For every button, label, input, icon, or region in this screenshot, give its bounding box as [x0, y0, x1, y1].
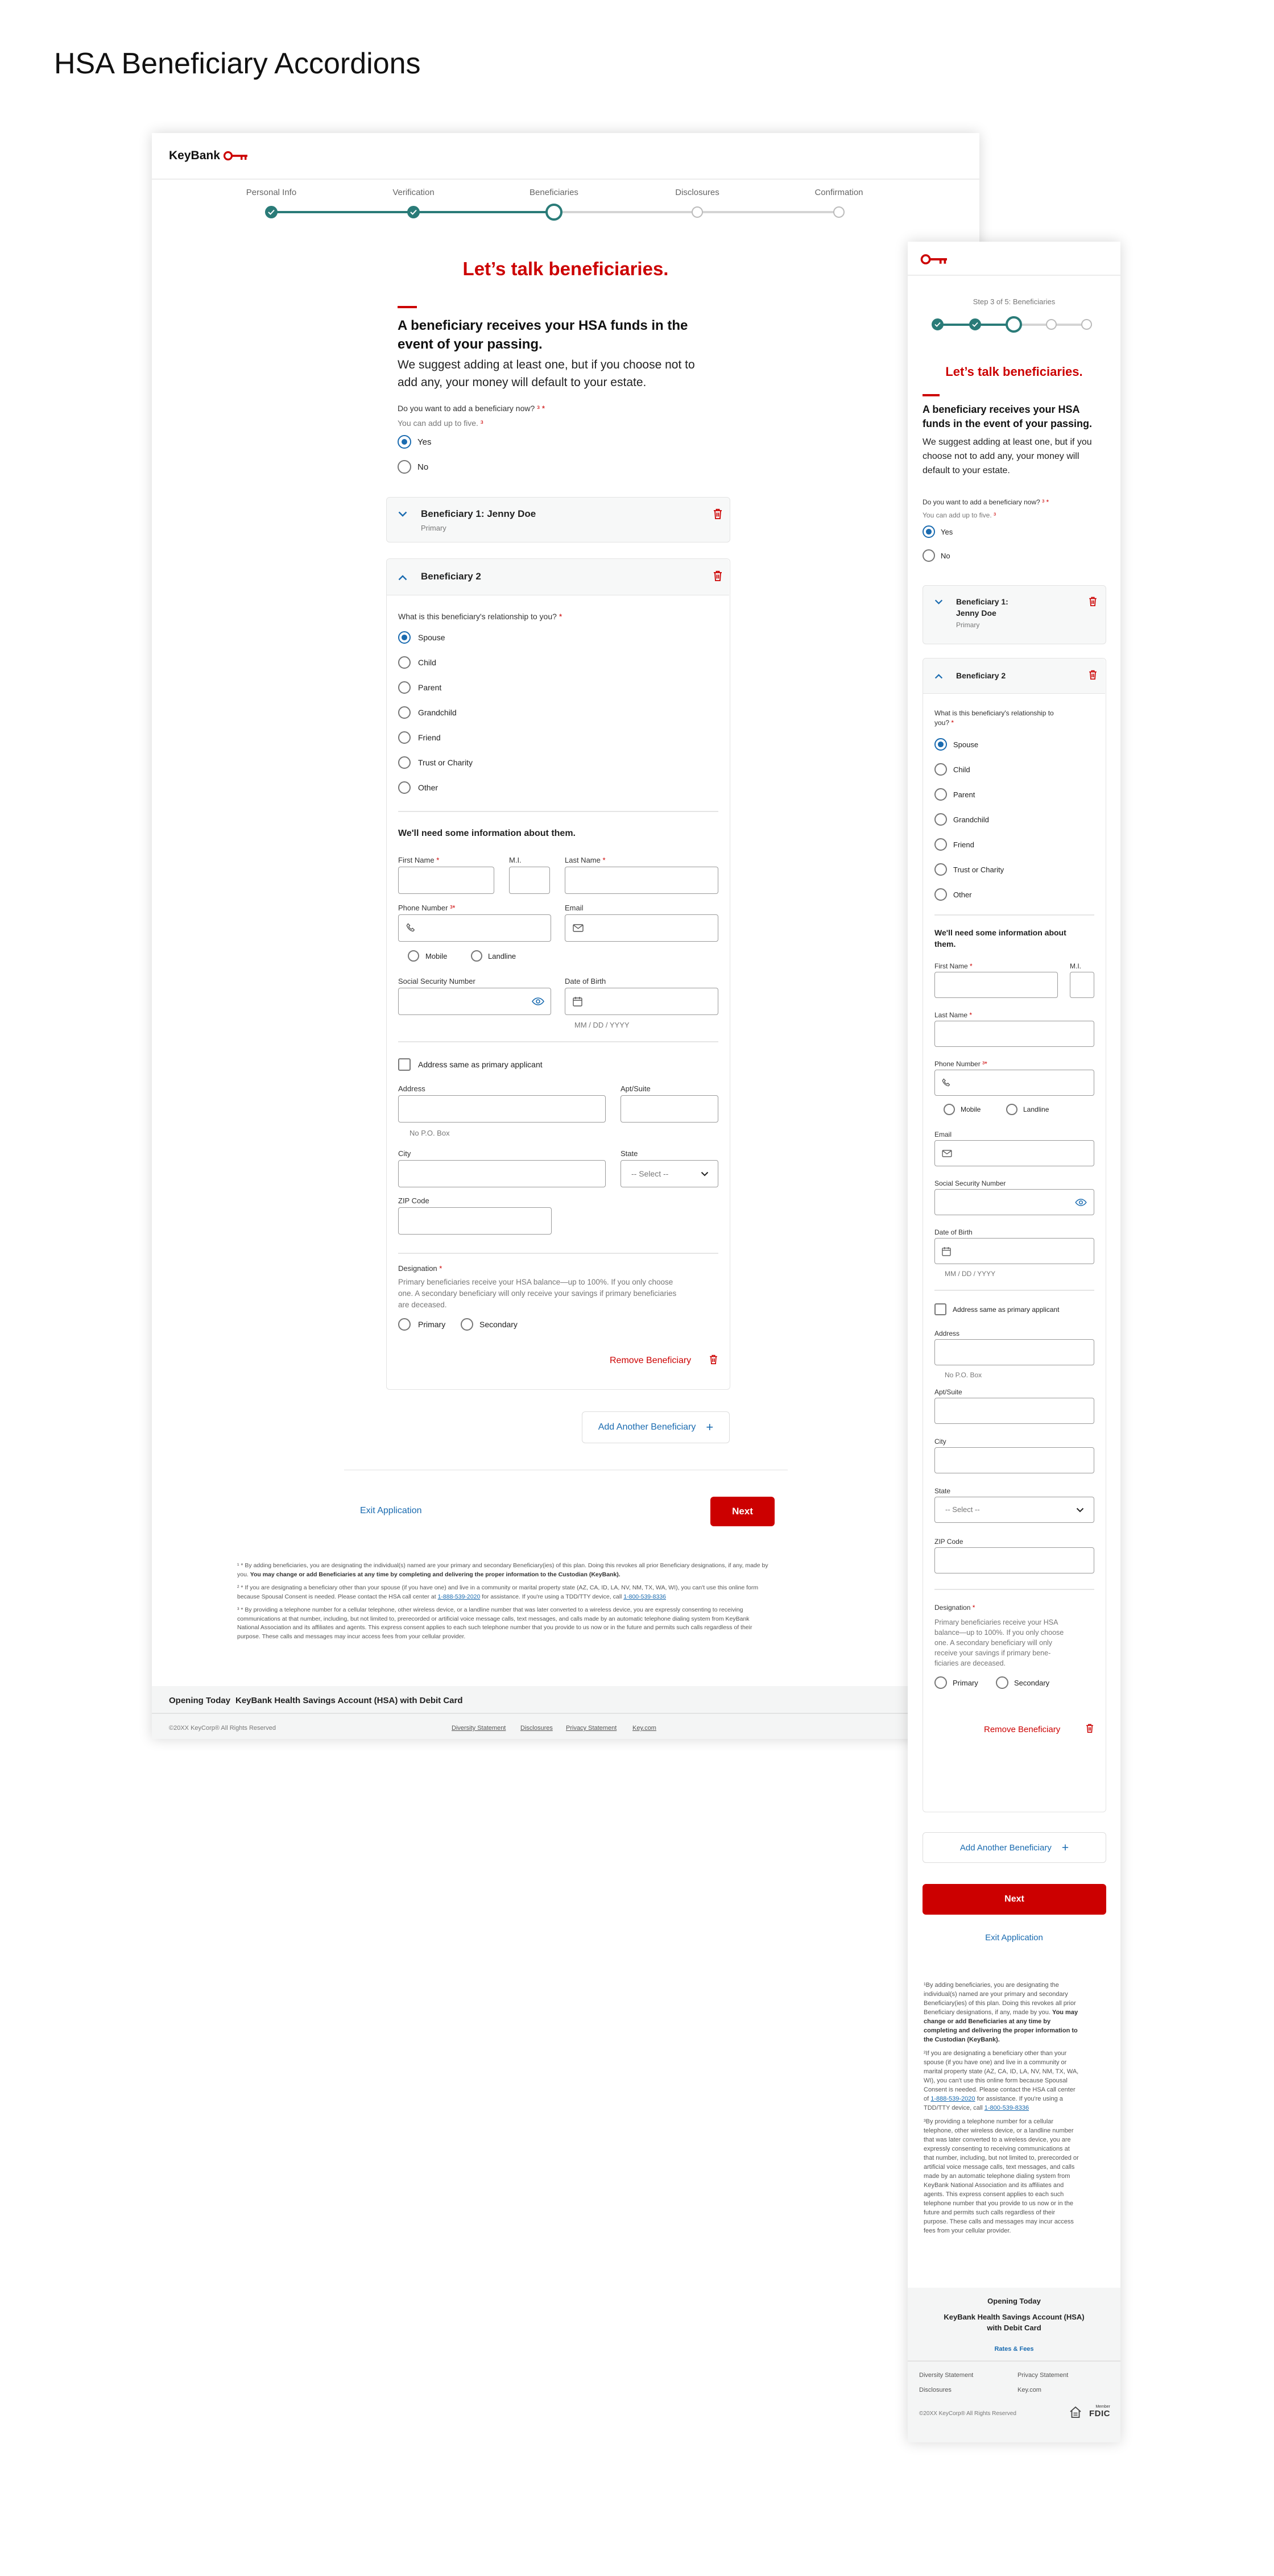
beneficiary-1-accordion[interactable]: [386, 497, 730, 542]
mobile-beneficiary-1-title: Beneficiary 1: Jenny Doe: [956, 597, 1008, 618]
mobile-city-label: City: [934, 1438, 946, 1446]
info-heading: We'll need some information about them.: [398, 829, 576, 838]
mobile-last-name-label: Last Name *: [934, 1011, 973, 1019]
radio-secondary[interactable]: [461, 1318, 473, 1331]
mobile-radio-parent-label: Parent: [953, 790, 975, 799]
mobile-footnotes: ¹By adding beneficiaries, you are designating the individual(s) named are your primary and secondary Beneficiary(ies) of this plan. Doing this revokes all prior Beneficiary designations, if any, made by you. You may change or add Beneficiaries at any time by completing and delivering the proper information to the Custodian (KeyBank). ²If you are designating a beneficiary other than your spouse (if you have one) and live in a community or marital property state (AZ, CA, ID, LA, NV, NM, TX, WA, WI), you can't use this online form because Spousal Consent is needed. Please contact the HSA call center of 1-888-539-2020 for assistance. If you're using a TDD/TTY device, call 1-800-539-8336 ³By providing a telephone number for a cellular telephone, other wireless device, or a landline number that was later converted to a wireless device, you are expressly consenting to receiving communications at that number, including, but not limited to, prerecorded or artificial voice message calls, text messages, and calls made by an automatic telephone dialing system from KeyBank National Association and its affiliates and agents. This express consent applies to each such telephone number that you provide to us now or in the future and permits such calls regardless of their purpose. These calls and messages may incur access fees from your cellular provider.: [924, 1982, 1079, 2234]
city-label: City: [398, 1149, 411, 1158]
apt-input[interactable]: [621, 1095, 718, 1123]
mobile-add-question: Do you want to add a beneficiary now? ³ *: [923, 498, 1049, 506]
step-done-icon: [407, 206, 420, 218]
mobile-radio-trust-label: Trust or Charity: [953, 865, 1004, 874]
mobile-address-same-label: Address same as primary applicant: [953, 1306, 1060, 1314]
radio-parent-label: Parent: [418, 683, 442, 692]
step-pending-icon: [692, 206, 703, 218]
add-question-label: Do you want to add a beneficiary now? ³ *: [398, 404, 545, 413]
chevron-up-icon[interactable]: [934, 674, 943, 679]
dob-hint: MM / DD / YYYY: [574, 1021, 630, 1029]
mobile-zip-input[interactable]: [934, 1547, 1094, 1573]
radio-child[interactable]: [398, 656, 411, 669]
mobile-rates-fees-link[interactable]: Rates & Fees: [994, 2346, 1034, 2353]
step-label-beneficiaries: Beneficiaries: [530, 188, 578, 197]
footer-opening-today: Opening Today: [169, 1696, 231, 1705]
mobile-radio-no[interactable]: [923, 549, 935, 562]
mail-icon: [942, 1150, 952, 1157]
radio-no[interactable]: [398, 460, 411, 474]
footer-link-keycom[interactable]: Key.com: [632, 1725, 656, 1732]
mobile-lead-text: A beneficiary receives your HSA funds in the event of your passing.: [923, 404, 1093, 429]
tty-phone-link[interactable]: 1-800-539-8336: [623, 1593, 667, 1600]
mobile-radio-other[interactable]: [934, 888, 947, 901]
state-select[interactable]: [621, 1160, 718, 1187]
lead-text: A beneficiary receives your HSA funds in the event of your passing.: [398, 318, 688, 352]
mobile-last-name-input[interactable]: [934, 1021, 1094, 1047]
mobile-next-button[interactable]: Next: [923, 1884, 1106, 1915]
mobile-call-center-link[interactable]: 1-888-539-2020: [930, 2095, 975, 2102]
calendar-icon: [942, 1246, 951, 1256]
eye-icon[interactable]: [1075, 1199, 1087, 1206]
footer-link-diversity[interactable]: Diversity Statement: [452, 1725, 506, 1732]
mobile-beneficiary-2-accordion: [923, 658, 1106, 1812]
mobile-beneficiary-2-title: Beneficiary 2: [956, 671, 1006, 680]
mobile-radio-spouse-label: Spouse: [953, 740, 979, 749]
mobile-section-heading: Let’s talk beneficiaries.: [945, 365, 1083, 379]
mobile-designation-description: Primary beneficiaries receive your HSA balance—up to 100%. If you only choose one. A secondary beneficiary will only receive your savings if primary bene- ficiaries are deceased.: [934, 1618, 1064, 1667]
address-label: Address: [398, 1084, 425, 1093]
mobile-add-another-label: Add Another Beneficiary: [959, 1842, 1052, 1853]
trash-icon[interactable]: [709, 1355, 718, 1365]
last-name-label: Last Name *: [565, 856, 606, 864]
mobile-radio-friend-label: Friend: [953, 840, 974, 849]
mobile-state-select[interactable]: [934, 1497, 1094, 1523]
address-same-label: Address same as primary applicant: [418, 1060, 543, 1069]
section-heading: Let’s talk beneficiaries.: [462, 258, 669, 279]
mobile-beneficiary-1-accordion[interactable]: [923, 585, 1106, 644]
chevron-down-icon: [1076, 1508, 1084, 1513]
state-placeholder: -- Select --: [631, 1169, 669, 1178]
trash-icon[interactable]: [713, 508, 722, 520]
mobile-add-hint: You can add up to five. ³: [923, 511, 996, 519]
mobile-radio-secondary-label: Secondary: [1014, 1679, 1050, 1687]
next-button[interactable]: Next: [710, 1497, 775, 1526]
step-current-icon: [1006, 316, 1022, 333]
mobile-radio-secondary[interactable]: [996, 1676, 1008, 1689]
email-input[interactable]: [565, 914, 718, 942]
mobile-ssn-label: Social Security Number: [934, 1179, 1006, 1187]
mobile-footer-product: KeyBank Health Savings Account (HSA) with Debit Card: [944, 2313, 1085, 2332]
exit-application-link[interactable]: Exit Application: [360, 1506, 422, 1515]
radio-secondary-label: Secondary: [479, 1320, 518, 1329]
eye-icon[interactable]: [532, 997, 544, 1005]
mobile-relationship-question: What is this beneficiary's relationship to you? *: [934, 709, 1054, 727]
mobile-frame: [908, 242, 1120, 2442]
add-another-beneficiary-button[interactable]: [582, 1411, 730, 1443]
step-done-icon: [265, 206, 278, 218]
mobile-first-name-input[interactable]: [934, 972, 1058, 998]
mobile-footer-copyright: ©20XX KeyCorp® All Rights Reserved: [919, 2411, 1016, 2417]
radio-yes-label: Yes: [417, 437, 432, 447]
radio-mobile-label: Mobile: [425, 952, 448, 960]
mobile-tty-link[interactable]: 1-800-539-8336: [984, 2105, 1029, 2111]
key-logo-icon[interactable]: [920, 253, 949, 266]
mobile-beneficiary-1-subtitle: Primary: [956, 621, 980, 629]
zip-input[interactable]: [398, 1207, 552, 1235]
radio-mobile[interactable]: [408, 950, 419, 962]
step-pending-icon: [1081, 319, 1092, 330]
key-logo-icon: [224, 150, 249, 161]
call-center-phone-link[interactable]: 1-888-539-2020: [437, 1593, 481, 1600]
mobile-radio-primary[interactable]: [934, 1676, 947, 1689]
desktop-frame: [152, 133, 979, 1739]
beneficiary-2-accordion: [386, 558, 730, 1390]
mobile-radio-yes[interactable]: [923, 525, 935, 538]
chevron-up-icon[interactable]: [398, 575, 407, 581]
beneficiary-1-subtitle: Primary: [421, 524, 446, 532]
page-title: HSA Beneficiary Accordions: [54, 47, 421, 80]
mobile-email-input[interactable]: [934, 1140, 1094, 1166]
address-input[interactable]: [398, 1095, 606, 1123]
mobile-beneficiary-2-header[interactable]: [923, 659, 1105, 694]
step-current-icon: [545, 204, 562, 221]
step-pending-icon: [833, 206, 845, 218]
mobile-address-hint: No P.O. Box: [945, 1371, 982, 1379]
mobile-radio-primary-label: Primary: [953, 1679, 978, 1687]
mobile-radio-child-label: Child: [953, 765, 970, 774]
footer-copyright: ©20XX KeyCorp® All Rights Reserved: [169, 1725, 276, 1732]
mobile-sub-text: We suggest adding at least one, but if you choose not to add any, your money will default to your estate.: [923, 437, 1092, 475]
trash-icon[interactable]: [1089, 597, 1097, 607]
mobile-zip-label: ZIP Code: [934, 1538, 963, 1546]
footnotes: ¹ * By adding beneficiaries, you are designating the individual(s) named are your primary and secondary Beneficiary(ies) of this plan. Doing this revokes all prior Beneficiary designations, if any, made by you. You may change or add Beneficiaries at any time by completing and delivering the proper information to the Custodian (KeyBank). ² * If you are designating a beneficiary other than your spouse (if you have one) and live in a community or marital property state (AZ, CA, ID, LA, NV, NM, TX, WA, WI), you can't use this online form because Spousal Consent is needed. Please contact the HSA call center at 1-888-539-2020 for assistance. If you're using a TDD/TTY device, call 1-800-539-8336 ³ * By providing a telephone number for a cellular telephone, other wireless device, or a landline number that was later converted to a wireless device, you are expressly consenting to receiving communications at that number, including, but not limited to, prerecorded or artificial voice message calls, text messages, and calls made by an automatic telephone dialing system from KeyBank National Association and its affiliates and agents. This express consent applies to each such telephone number that you provide to us now or in the future and permits such calls regardless of their purpose. These calls and messages may incur access fees from your cellular provider.: [237, 1562, 768, 1640]
radio-trust-label: Trust or Charity: [418, 758, 473, 767]
fdic-badge: Member FDIC: [1089, 2405, 1110, 2418]
radio-trust-or-charity[interactable]: [398, 756, 411, 769]
trash-icon[interactable]: [713, 570, 722, 582]
mobile-footer: [908, 2288, 1120, 2442]
mobile-radio-child[interactable]: [934, 763, 947, 776]
last-name-input[interactable]: [565, 867, 718, 894]
mobile-footer-opening-today: Opening Today: [987, 2297, 1041, 2305]
phone-label: Phone Number ³*: [398, 904, 456, 912]
mobile-state-placeholder: -- Select --: [945, 1505, 980, 1514]
state-label: State: [621, 1149, 638, 1158]
mobile-apt-input[interactable]: [934, 1398, 1094, 1424]
footer-link-disclosures[interactable]: Disclosures: [520, 1725, 553, 1732]
radio-spouse-label: Spouse: [418, 633, 445, 642]
radio-other[interactable]: [398, 781, 411, 794]
zip-label: ZIP Code: [398, 1196, 429, 1205]
mobile-dob-label: Date of Birth: [934, 1228, 973, 1236]
radio-child-label: Child: [418, 658, 436, 667]
designation-description: Primary beneficiaries receive your HSA balance—up to 100%. If you only choose one. A secondary beneficiary will only receive your savings if primary beneficiaries are deceased.: [398, 1278, 677, 1309]
mi-input[interactable]: [509, 867, 550, 894]
first-name-input[interactable]: [398, 867, 494, 894]
footer-link-privacy[interactable]: Privacy Statement: [566, 1725, 617, 1732]
mobile-remove-beneficiary-button[interactable]: Remove Beneficiary: [984, 1725, 1061, 1734]
calendar-icon: [573, 996, 582, 1007]
plus-icon: +: [1061, 1841, 1069, 1854]
radio-other-label: Other: [418, 783, 439, 792]
dob-label: Date of Birth: [565, 977, 606, 985]
mi-label: M.I.: [509, 856, 522, 864]
mobile-state-label: State: [934, 1487, 951, 1495]
step-pending-icon: [1046, 319, 1057, 330]
radio-primary[interactable]: [398, 1318, 411, 1331]
radio-no-label: No: [417, 462, 429, 472]
city-input[interactable]: [398, 1160, 606, 1187]
ssn-label: Social Security Number: [398, 977, 475, 985]
phone-icon: [406, 923, 416, 933]
mobile-dob-input[interactable]: [934, 1238, 1094, 1264]
mobile-apt-label: Apt/Suite: [934, 1388, 962, 1396]
mobile-radio-landline[interactable]: [1006, 1104, 1017, 1115]
dob-input[interactable]: [565, 988, 718, 1015]
mobile-info-heading: We'll need some information about them.: [934, 928, 1066, 949]
add-question-hint: You can add up to five. ³: [398, 419, 483, 428]
mobile-address-input[interactable]: [934, 1339, 1094, 1365]
mobile-footer-link-privacy[interactable]: Privacy Statement: [1017, 2372, 1069, 2379]
mobile-radio-spouse[interactable]: [934, 738, 947, 751]
radio-yes[interactable]: [398, 435, 411, 449]
trash-icon[interactable]: [1086, 1724, 1094, 1733]
mobile-exit-application-link[interactable]: Exit Application: [985, 1933, 1043, 1943]
mobile-email-label: Email: [934, 1130, 952, 1138]
step-label-disclosures: Disclosures: [675, 188, 719, 197]
mobile-phone-label: Phone Number ³*: [934, 1060, 987, 1068]
step-label-confirmation: Confirmation: [814, 188, 863, 197]
logo-wordmark: KeyBank: [169, 149, 220, 162]
beneficiary-1-title: Beneficiary 1: Jenny Doe: [421, 508, 536, 519]
mobile-footer-link-disclosures[interactable]: Disclosures: [919, 2387, 952, 2393]
step-done-icon: [932, 318, 944, 330]
mobile-address-label: Address: [934, 1330, 960, 1337]
sub-text: We suggest adding at least one, but if you choose not to add any, your money will default to your estate.: [398, 358, 695, 389]
chevron-down-icon: [701, 1171, 709, 1177]
ssn-input[interactable]: [398, 988, 551, 1015]
mobile-radio-mobile[interactable]: [944, 1104, 955, 1115]
apt-label: Apt/Suite: [621, 1084, 651, 1093]
mobile-radio-grandchild-label: Grandchild: [953, 815, 989, 824]
mobile-radio-grandchild[interactable]: [934, 813, 947, 826]
mobile-step-caption: Step 3 of 5: Beneficiaries: [973, 297, 1056, 306]
mobile-footer-link-diversity[interactable]: Diversity Statement: [919, 2372, 974, 2379]
mobile-radio-friend[interactable]: [934, 838, 947, 851]
mobile-city-input[interactable]: [934, 1447, 1094, 1473]
address-hint: No P.O. Box: [410, 1129, 450, 1137]
email-label: Email: [565, 904, 584, 912]
mobile-radio-parent[interactable]: [934, 788, 947, 801]
step-done-icon: [969, 318, 981, 330]
address-same-checkbox[interactable]: [398, 1058, 411, 1071]
chevron-down-icon: [398, 511, 407, 517]
equal-housing-lender-icon: [1069, 2406, 1082, 2418]
radio-landline[interactable]: [471, 950, 482, 962]
radio-friend-label: Friend: [418, 733, 441, 742]
footer: [152, 1686, 979, 1739]
keybank-logo[interactable]: [169, 142, 249, 169]
mobile-radio-yes-label: Yes: [941, 528, 953, 536]
radio-landline-label: Landline: [488, 952, 516, 960]
first-name-label: First Name *: [398, 856, 440, 864]
mobile-address-same-checkbox[interactable]: [934, 1303, 946, 1315]
mobile-designation-label: Designation *: [934, 1604, 975, 1612]
mobile-radio-other-label: Other: [953, 891, 972, 899]
mobile-mi-label: M.I.: [1070, 962, 1081, 970]
radio-spouse[interactable]: [398, 631, 411, 644]
radio-grandchild[interactable]: [398, 706, 411, 719]
footer-product: KeyBank Health Savings Account (HSA) with Debit Card: [235, 1696, 463, 1705]
trash-icon[interactable]: [1089, 670, 1097, 680]
remove-beneficiary-button[interactable]: Remove Beneficiary: [610, 1356, 692, 1365]
mobile-add-another-button[interactable]: [923, 1832, 1106, 1863]
mobile-footer-link-keycom[interactable]: Key.com: [1017, 2387, 1041, 2393]
relationship-question: What is this beneficiary's relationship to you? *: [398, 612, 562, 621]
mobile-radio-no-label: No: [941, 552, 950, 560]
beneficiary-2-title: Beneficiary 2: [421, 571, 481, 582]
designation-label: Designation *: [398, 1264, 442, 1273]
add-another-label: Add Another Beneficiary: [598, 1422, 696, 1432]
mail-icon: [573, 924, 584, 932]
radio-parent[interactable]: [398, 681, 411, 694]
mobile-mi-input[interactable]: [1070, 972, 1094, 998]
mobile-dob-hint: MM / DD / YYYY: [945, 1270, 996, 1278]
mobile-radio-trust[interactable]: [934, 863, 947, 876]
mobile-phone-input[interactable]: [934, 1070, 1094, 1096]
mobile-radio-landline-label: Landline: [1023, 1105, 1049, 1113]
radio-friend[interactable]: [398, 731, 411, 744]
phone-icon: [942, 1078, 951, 1087]
chevron-down-icon: [934, 599, 943, 604]
mobile-first-name-label: First Name *: [934, 962, 973, 970]
phone-input[interactable]: [398, 914, 551, 942]
mobile-radio-mobile-label: Mobile: [961, 1105, 981, 1113]
radio-grandchild-label: Grandchild: [418, 708, 457, 717]
step-label-verification: Verification: [392, 188, 435, 197]
step-label-personal-info: Personal Info: [246, 188, 297, 197]
mobile-ssn-input[interactable]: [934, 1189, 1094, 1215]
radio-primary-label: Primary: [418, 1320, 446, 1329]
plus-icon: +: [706, 1420, 714, 1434]
